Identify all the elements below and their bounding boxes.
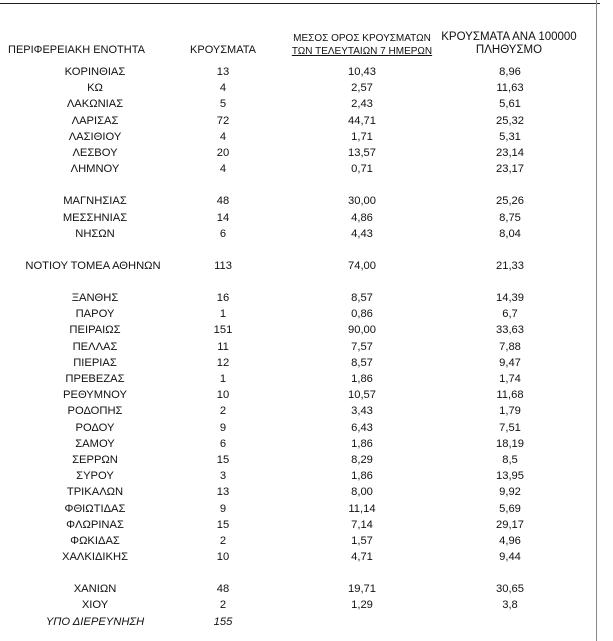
avg-value: 1,29 [351,599,373,612]
cases-value: 2 [219,405,227,418]
avg-value: 90,00 [348,324,376,337]
cases-value: 13 [216,66,230,78]
region-name: ΡΟΔΟΥ [75,421,115,434]
region-name: ΛΕΣΒΟΥ [72,146,118,159]
region-name: ΧΑΝΙΩΝ [73,583,117,596]
avg-value: 4,86 [351,211,373,224]
region-name: ΦΛΩΡΙΝΑΣ [66,518,124,531]
table-row [0,436,600,452]
spacer-row [0,565,600,581]
per-100000-value: 25,32 [496,114,524,127]
per-100000-value: 14,39 [496,292,524,305]
cases-value: 5 [219,98,227,111]
table-row [0,355,600,371]
spacer-row [0,177,600,193]
avg-value: 2,57 [351,82,373,95]
per-100000-value: 11,68 [496,389,524,402]
table-row [0,484,600,500]
cases-value: 6 [219,227,227,240]
avg-value: 1,86 [351,437,373,450]
region-name: ΣΥΡΟΥ [76,470,114,483]
table-row [0,64,600,80]
cases-value: 15 [216,453,230,466]
region-name: ΛΗΜΝΟΥ [70,163,120,176]
cases-value: 2 [219,599,227,612]
per-100000-value: 8,5 [502,453,518,466]
per-100000-value: 23,17 [496,163,524,176]
cases-value: 72 [216,114,230,127]
table-row [0,113,600,129]
cases-value: 4 [219,130,227,143]
table-row [0,290,600,306]
header-avg-line2: ΤΩΝ ΤΕΛΕΥΤΑΙΩΝ 7 ΗΜΕΡΩΝ [291,46,433,57]
table-row [0,226,600,242]
avg-value: 1,86 [351,470,373,483]
region-name: ΠΙΕΡΙΑΣ [73,356,117,369]
region-name: ΛΑΚΩΝΙΑΣ [66,98,124,111]
per-100000-value: 1,74 [499,373,521,385]
avg-value: 10,43 [348,66,376,78]
per-100000-value: 29,17 [496,518,524,531]
avg-value: 4,43 [351,227,373,240]
avg-value: 1,57 [351,534,373,547]
region-name: ΜΑΓΝΗΣΙΑΣ [63,195,127,208]
cases-value: 2 [219,534,227,547]
top-border [0,3,600,4]
per-100000-value: 9,47 [499,356,521,369]
cases-value: 20 [216,146,230,159]
region-name: ΥΠΟ ΔΙΕΡΕΥΝΗΣΗ [45,615,145,628]
avg-value: 0,71 [351,163,373,176]
cases-value: 9 [219,421,227,434]
header-cases: ΚΡΟΥΣΜΑΤΑ [190,44,256,56]
cases-value: 9 [219,502,227,515]
avg-value: 7,14 [351,518,373,531]
avg-value: 10,57 [348,389,376,402]
cases-value: 3 [219,470,227,483]
table-row [0,129,600,145]
table-row [0,581,600,597]
per-100000-value: 7,88 [499,340,521,353]
table-row [0,306,600,322]
cases-value: 11 [217,340,229,353]
cases-value: 13 [216,486,230,499]
region-name: ΠΡΕΒΕΖΑΣ [65,373,125,385]
per-100000-value: 33,63 [496,324,524,337]
per-100000-value: 5,61 [499,98,521,111]
per-100000-value: 4,96 [499,534,521,547]
cases-value: 1 [219,308,227,321]
region-name: ΠΕΛΛΑΣ [72,340,118,353]
per-100000-value: 8,96 [499,66,521,78]
avg-value: 3,43 [351,405,373,418]
cases-value: 12 [216,356,230,369]
region-name: ΧΑΛΚΙΔΙΚΗΣ [61,551,128,564]
region-name: ΠΕΙΡΑΙΩΣ [69,324,121,337]
header-per-line1: ΚΡΟΥΣΜΑΤΑ ΑΝΑ 100000 [441,31,577,43]
cases-value: 48 [216,195,230,208]
table-row [0,210,600,226]
cases-value: 16 [216,292,230,305]
avg-value: 4,71 [351,551,373,564]
cases-value: 4 [219,163,227,176]
table-row [0,501,600,517]
table-row [0,258,600,274]
avg-value: 6,43 [351,421,373,434]
per-100000-value: 21,33 [496,259,524,272]
table-row [0,80,600,96]
table-row [0,468,600,484]
avg-value: 11,14 [348,502,376,515]
table-row [0,387,600,403]
header-avg-7days [286,32,438,58]
per-100000-value: 25,26 [496,195,524,208]
header-avg-line1: ΜΕΣΟΣ ΟΡΟΣ ΚΡΟΥΣΜΑΤΩΝ [293,33,431,44]
per-100000-value: 6,7 [502,308,518,321]
table-row [0,549,600,565]
table-row [0,145,600,161]
avg-value: 74,00 [348,259,376,272]
per-100000-value: 5,31 [499,130,521,143]
per-100000-value: 9,44 [499,551,521,564]
per-100000-value: 9,92 [499,486,521,499]
region-name: ΡΟΔΟΠΗΣ [67,405,123,418]
per-100000-value: 18,19 [496,437,524,450]
region-name: ΤΡΙΚΑΛΩΝ [66,486,124,499]
per-100000-value: 3,8 [502,599,518,612]
spacer-row [0,274,600,290]
table-row [0,322,600,338]
cases-value: 4 [219,82,227,95]
table-row [0,403,600,419]
cases-value: 155 [213,615,233,628]
under-investigation-row [0,614,600,630]
avg-value: 13,57 [348,146,376,159]
avg-value: 19,71 [348,583,376,596]
spacer-row [0,242,600,258]
cases-value: 10 [216,389,230,402]
cases-value: 14 [216,211,230,224]
cases-value: 113 [214,259,232,272]
avg-value: 1,71 [351,130,373,143]
region-name: ΣΑΜΟΥ [75,437,115,450]
per-100000-value: 8,75 [499,211,521,224]
per-100000-value: 1,79 [499,405,521,418]
cases-value: 15 [216,518,230,531]
avg-value: 1,86 [351,373,373,385]
avg-value: 30,00 [348,195,376,208]
avg-value: 8,57 [351,356,373,369]
avg-value: 2,43 [351,98,373,111]
table-row [0,517,600,533]
cases-value: 6 [219,437,227,450]
per-100000-value: 8,04 [499,227,521,240]
table-row [0,533,600,549]
cases-table [0,64,600,630]
per-100000-value: 11,63 [496,82,524,95]
header-per-100000 [432,31,586,57]
table-row [0,371,600,387]
per-100000-value: 23,14 [496,146,524,159]
region-name: ΦΘΙΩΤΙΔΑΣ [64,502,126,515]
avg-value: 8,29 [351,453,373,466]
cases-value: 48 [216,583,230,596]
table-row [0,96,600,112]
region-name: ΝΟΤΙΟΥ ΤΟΜΕΑ ΑΘΗΝΩΝ [25,259,161,272]
region-name: ΡΕΘΥΜΝΟΥ [63,389,127,402]
region-name: ΜΕΣΣΗΝΙΑΣ [62,211,128,224]
cases-value: 10 [216,551,230,564]
avg-value: 8,00 [351,486,373,499]
region-name: ΝΗΣΩΝ [75,227,115,240]
header-per-line2: ΠΛΗΘΥΣΜΟ [475,44,543,56]
avg-value: 8,57 [351,292,373,305]
table-row [0,161,600,177]
cases-value: 151 [213,324,233,337]
avg-value: 0,86 [351,308,373,321]
per-100000-value: 5,69 [499,502,521,515]
per-100000-value: 30,65 [496,583,524,596]
table-row [0,452,600,468]
avg-value: 7,57 [351,340,373,353]
per-100000-value: 13,95 [496,470,524,483]
table-row [0,420,600,436]
avg-value: 44,71 [348,114,376,127]
region-name: ΛΑΣΙΘΙΟΥ [68,130,122,143]
table-row [0,193,600,209]
cases-value: 1 [219,373,227,385]
table-row [0,339,600,355]
region-name: ΚΩ [87,82,103,95]
region-name: ΠΑΡΟΥ [75,308,115,321]
region-name: ΚΟΡΙΝΘΙΑΣ [64,66,126,78]
region-name: ΞΑΝΘΗΣ [71,292,119,305]
region-name: ΣΕΡΡΩΝ [72,453,118,466]
region-name: ΧΙΟΥ [81,599,109,612]
header-region: ΠΕΡΙΦΕΡΕΙΑΚΗ ΕΝΟΤΗΤΑ [8,44,145,56]
region-name: ΛΑΡΙΣΑΣ [71,114,119,127]
region-name: ΦΩΚΙΔΑΣ [70,534,120,547]
per-100000-value: 7,51 [499,421,521,434]
table-row [0,597,600,613]
